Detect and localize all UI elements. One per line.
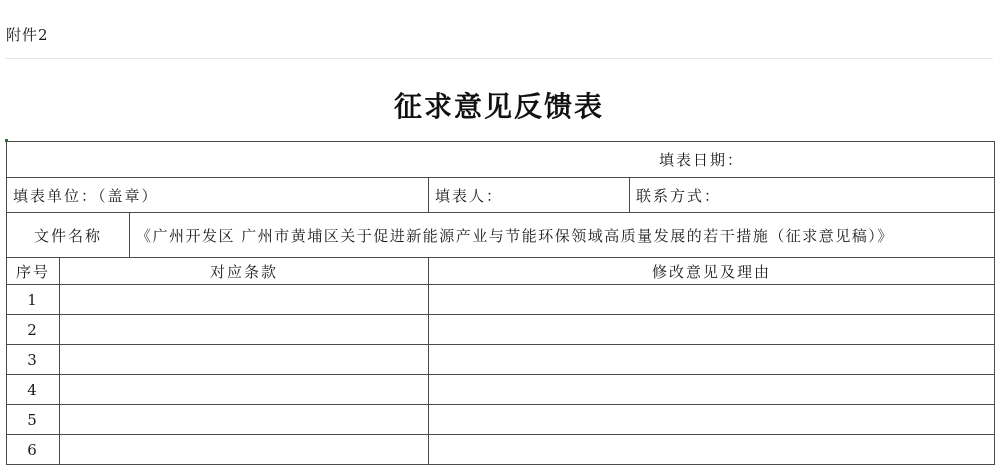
clause-cell[interactable] [60,405,429,435]
table-row [7,405,995,435]
opinion-cell[interactable] [429,345,995,375]
opinion-cell[interactable] [429,375,995,405]
opinion-cell[interactable] [429,285,995,315]
doc-name-label: 文件名称 [7,213,130,258]
clause-cell[interactable] [60,435,429,465]
clause-cell[interactable] [60,375,429,405]
header-no: 序号 [7,258,60,285]
contact-label[interactable]: 联系方式： [630,178,995,213]
header-opinion: 修改意见及理由 [429,258,995,285]
header-clause: 对应条款 [60,258,429,285]
row-number: 3 [7,345,60,375]
row-number: 6 [7,435,60,465]
doc-name-value: 《广州开发区 广州市黄埔区关于促进新能源产业与节能环保领域高质量发展的若干措施（征求意见稿）》 [130,213,995,258]
document-name-row [7,213,995,258]
fill-date-row [7,142,995,178]
title-area [5,58,993,141]
row-number: 4 [7,375,60,405]
row-number: 5 [7,405,60,435]
opinion-cell[interactable] [429,435,995,465]
table-header-row [7,258,995,285]
opinion-cell[interactable] [429,405,995,435]
unit-row [7,178,995,213]
clause-cell[interactable] [60,285,429,315]
attachment-label: 附件2 [6,26,49,44]
table-row [7,285,995,315]
clause-cell[interactable] [60,345,429,375]
unit-label[interactable]: 填表单位：（盖章） [7,178,429,213]
table-row [7,345,995,375]
table-row [7,435,995,465]
person-label[interactable]: 填表人： [429,178,630,213]
row-number: 1 [7,285,60,315]
feedback-form-table [6,141,995,465]
row-number: 2 [7,315,60,345]
clause-cell[interactable] [60,315,429,345]
table-row [7,375,995,405]
fill-date-label[interactable]: 填表日期： [7,142,995,178]
page-title: 征求意见反馈表 [393,90,604,123]
table-row [7,315,995,345]
opinion-cell[interactable] [429,315,995,345]
